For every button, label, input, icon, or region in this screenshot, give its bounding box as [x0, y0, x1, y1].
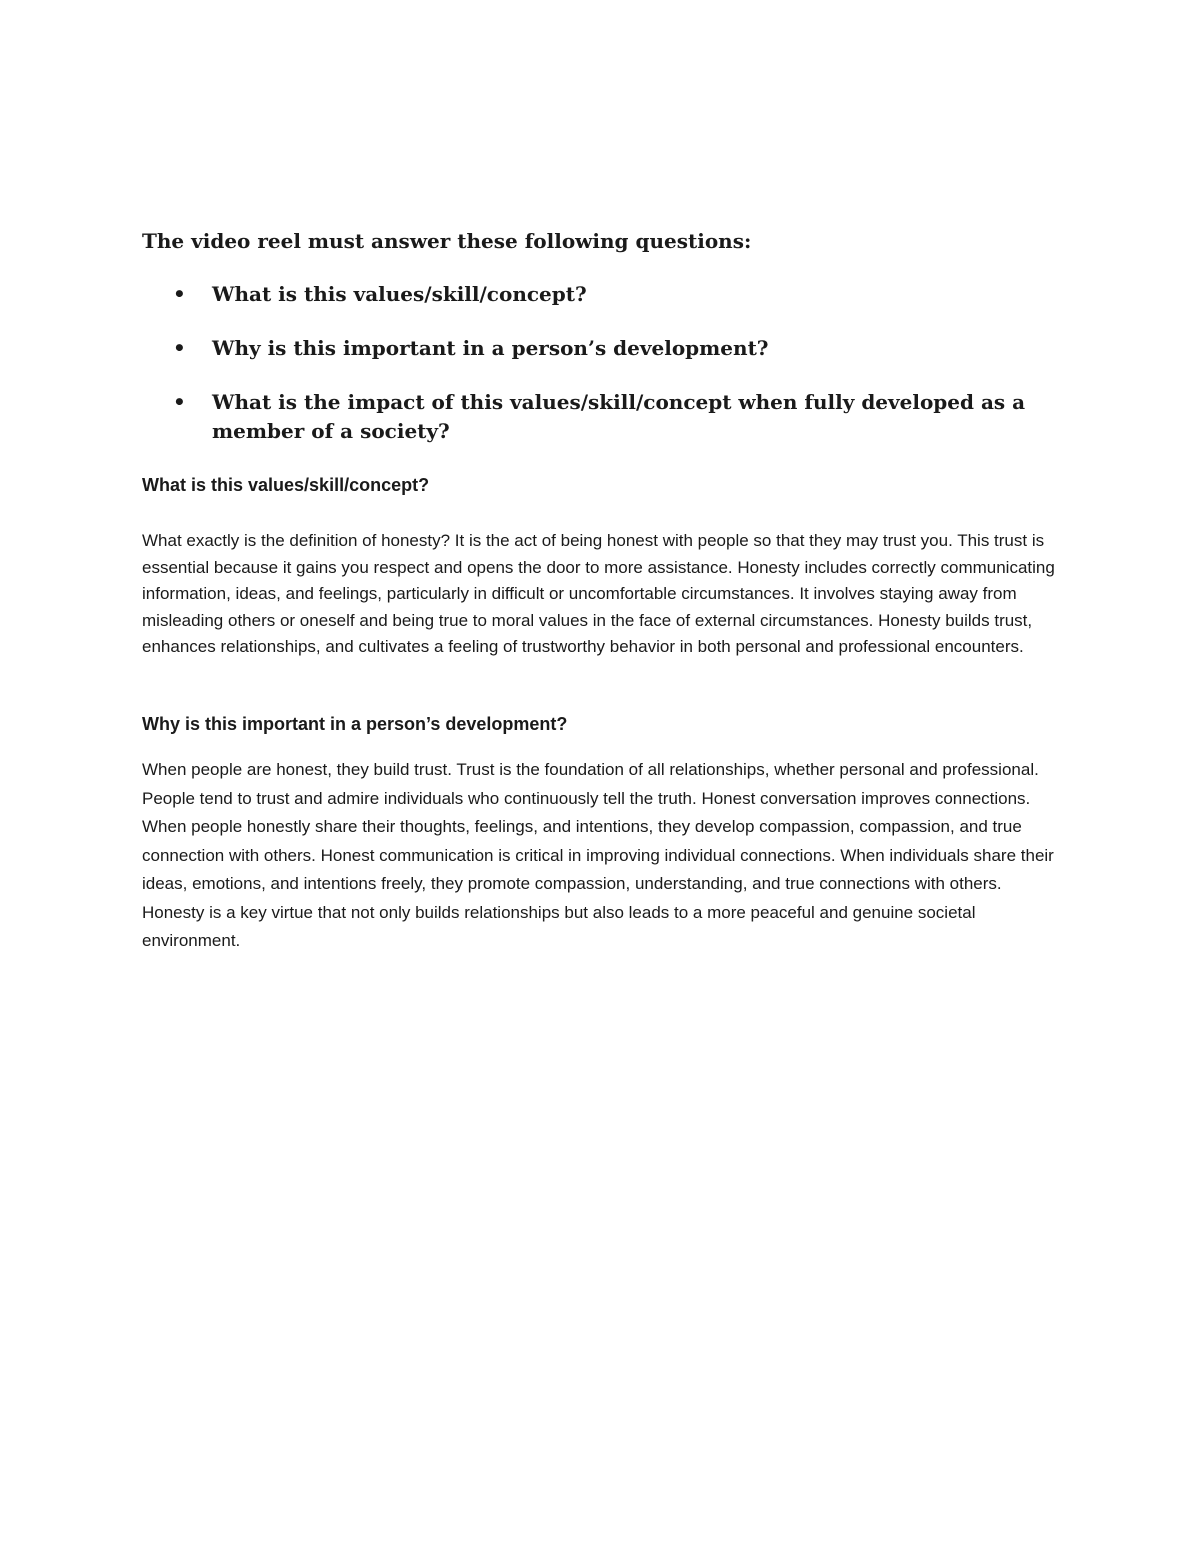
section-body-importance: When people are honest, they build trust. Trust is the foundation of all relationships, whether personal and professional. People tend to trust and admire individuals who continuously tell the truth. Honest conversation improves connections. When people honestly share their thoughts, feelings, and intentions, they develop compassion, compassion, and true connection with others. Honest communication is critical in improving individual connections. When individuals share their ideas, emotions, and intentions freely, they promote compassion, understanding, and true connections with others. Honesty is a key virtue that not only builds relationships but also leads to a more peaceful and genuine societal environment. [142, 760, 1054, 950]
question-list [142, 280, 1062, 446]
question-text: What is this values/skill/concept? [212, 282, 587, 306]
list-item [142, 388, 1062, 446]
question-text: Why is this important in a person’s development? [212, 336, 769, 360]
section-body-definition: What exactly is the definition of honesty? It is the act of being honest with people so that they may trust you. This trust is essential because it gains you respect and opens the door to more assistance. Honesty includes correctly communicating information, ideas, and feelings, particularly in difficult or uncomfortable circumstances. It involves staying away from misleading others or oneself and being true to moral values in the face of external circumstances. Honesty builds trust, enhances relationships, and cultivates a feeling of trustworthy behavior in both personal and professional encounters. [142, 531, 1055, 656]
list-item [142, 280, 1062, 309]
question-text: What is the impact of this values/skill/concept when fully developed as a member of a society? [212, 390, 1026, 443]
section-heading-importance: Why is this important in a person’s development? [142, 714, 568, 734]
bullet-icon: • [173, 282, 186, 306]
section-heading-definition: What is this values/skill/concept? [142, 475, 430, 495]
list-item [142, 334, 1062, 363]
bullet-icon: • [173, 336, 186, 360]
bullet-icon: • [173, 390, 186, 414]
intro-text: The video reel must answer these following questions: [142, 229, 752, 253]
